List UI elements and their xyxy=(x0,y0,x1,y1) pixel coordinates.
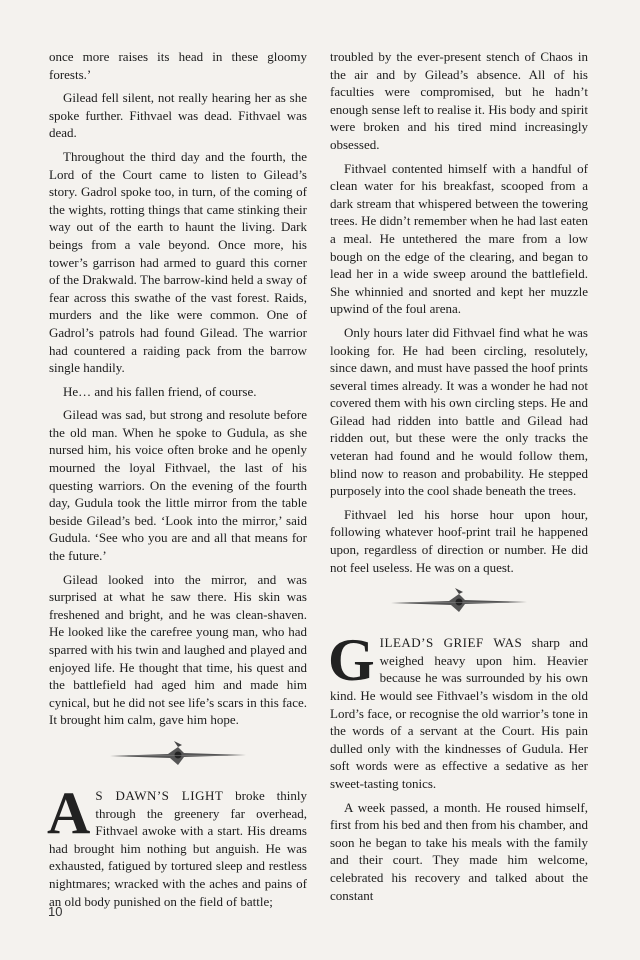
paragraph: once more raises its head in these gloomy forests.’ xyxy=(49,49,307,82)
section-opening: A S DAWN’S LIGHT broke thinly through the greenery far overhead, Fithvael awoke with a start. His dreams had brought him nothing but anguish. He was exhausted, fatigued by tortured sleep and restless nightmares; wracked with the aches and pains of an old body punished on the field of battle; xyxy=(47,779,308,909)
drop-cap: G xyxy=(328,627,375,694)
paragraph: Gilead was sad, but strong and resolute before the old man. When he spoke to Gudula, as she nursed him, his voice often broke and he openly mourned the loyal Fithvael, the last of his questing warriors. On the evening of the fourth day, Gudula took the little mirror from the table beside Gilead’s bed. ‘Look into the mirror,’ said Gudula. ‘See who you are and all that means for the future.’ xyxy=(49,407,307,564)
paragraph: Only hours later did Fithvael find what he was looking for. He had been circling, resolutely, since dawn, and must have passed the hoof prints several times already. It was a wonder he had not covered them with his own circling steps. He and Gilead had ridden into battle and Gilead had ridden out, but these were the only tracks the veteran had found and he would follow them, blind now to reason and probability. He stepped purposely into the cool shade beneath the trees. xyxy=(330,324,588,499)
paragraph: Fithvael contented himself with a handful of clean water for his breakfast, scooped from a dark stream that whispered between the towering trees. He didn’t remember when he had last eaten a meal. He untethered the mare from a low bough on the edge of the clearing, and began to lead her in a wide sweep around the battlefield. She whinnied and snorted and kept her muzzle upwind of the foul arena. xyxy=(330,160,588,317)
section-opening: GILEAD’S GRIEF WAS sharp and weighed heavy upon him. Heavier because he was surrounded by his own kind. He would see Fithvael’s wisdom in the old Lord’s face, or recognise the old warrior’s tone in the words of a servant at the Court. His pain dulled only with the kindnesses of Gudula. Her soft words were as effective a sedative as her sweet-tasting tonics. xyxy=(328,627,588,791)
paragraph: Fithvael led his horse hour upon hour, following whatever hoof-print trail he happened upon, regardless of direction or number. He did not feel useless. He was on a quest. xyxy=(330,506,588,575)
left-column xyxy=(49,48,307,916)
dragon-ornament xyxy=(330,584,588,620)
right-column xyxy=(330,48,588,910)
paragraph: troubled by the ever-present stench of Chaos in the air and by Gilead’s absence. All of his faculties were compromised, but he hadn’t enough sense left to realise it. His body and spirit were broken and his tired mind increasingly obsessed. xyxy=(330,49,588,152)
paragraph: Gilead looked into the mirror, and was surprised at what he saw there. His skin was freshened and bright, and he was clean-shaven. He looked like the carefree young man, who had sparred with his twin and laughed and played and enjoyed life. He thought that time, his quest and the battlefield had aged him and made him cynical, but he did not see life’s scars in this face. It brought him calm, gave him hope. xyxy=(49,571,307,728)
page-number: 10 xyxy=(48,904,63,919)
dragon-ornament xyxy=(49,737,307,773)
paragraph: Throughout the third day and the fourth, the Lord of the Court came to listen to Gilead’s story. Gadrol spoke too, in turn, of the coming of the wights, rotting things that came stinking their way out of the earth to haunt the living. Dark beings from a vale beyond. Once more, his tower’s garrison had armed to guard this corner of the Drakwald. The barrow-kind held a sway of fear across this swathe of the vast forest. Raids, murders and the like were common. One of Gadrol’s patrols had found Gilead. The warrior had countered a raiding pack from the barrow single handily. xyxy=(49,148,307,376)
paragraph: Gilead fell silent, not really hearing her as she spoke further. Fithvael was dead. Fithvael was dead. xyxy=(49,90,307,141)
paragraph: A week passed, a month. He roused himself, first from his bed and then from his chamber, and soon he began to take his meals with the family and their court. They made him welcome, celebrated his recovery and talked about the constant xyxy=(330,799,588,903)
paragraph: He… and his fallen friend, of course. xyxy=(63,383,257,399)
drop-cap: A xyxy=(47,779,91,846)
